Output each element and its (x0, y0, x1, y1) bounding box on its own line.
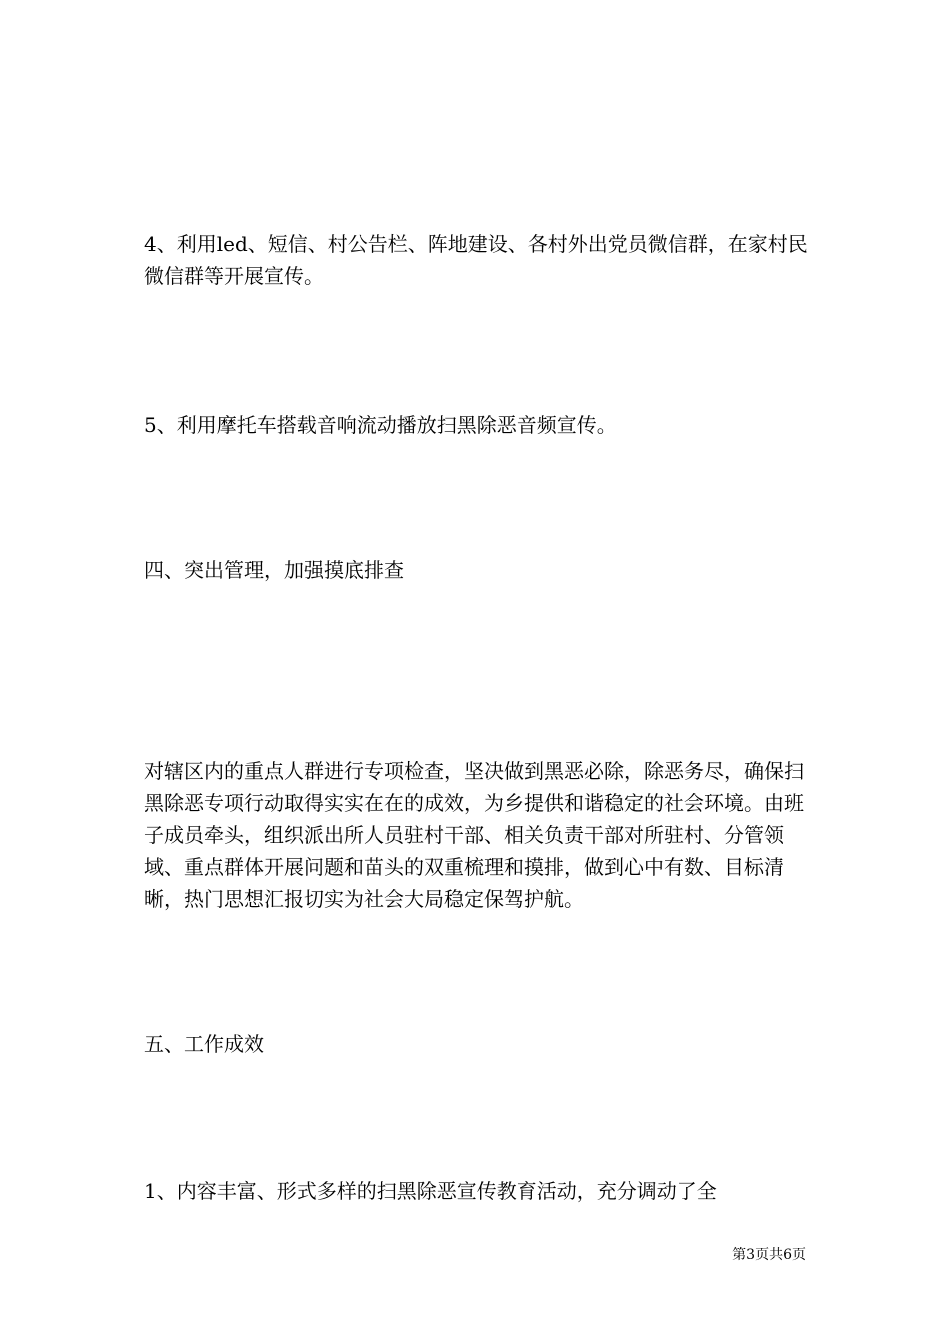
paragraph-item-5: 5、利用摩托车搭载音响流动播放扫黑除恶音频宣传。 (144, 413, 617, 437)
paragraph-investigation: 对辖区内的重点人群进行专项检查，坚决做到黑恶必除，除恶务尽，确保扫黑除恶专项行动取得实实在在的成效，为乡提供和谐稳定的社会环境。由班子成员牵头，组织派出所人员驻村干部、相关负责干部对所驻村、分管领域、重点群体开展问题和苗头的双重梳理和摸排，做到心中有数、目标清晰，热门思想汇报切实为社会大局稳定保驾护航。 (144, 759, 804, 911)
paragraph-result-1: 1、内容丰富、形式多样的扫黑除恶宣传教育活动，充分调动了全 (144, 1179, 717, 1203)
page-number-footer: 第3页共6页 (732, 1247, 806, 1263)
paragraph-item-4: 4、利用led、短信、村公告栏、阵地建设、各村外出党员微信群，在家村民微信群等开展宣传。 (144, 232, 808, 288)
section-heading-4: 四、突出管理，加强摸底排查 (144, 558, 404, 582)
section-heading-5: 五、工作成效 (144, 1032, 264, 1056)
